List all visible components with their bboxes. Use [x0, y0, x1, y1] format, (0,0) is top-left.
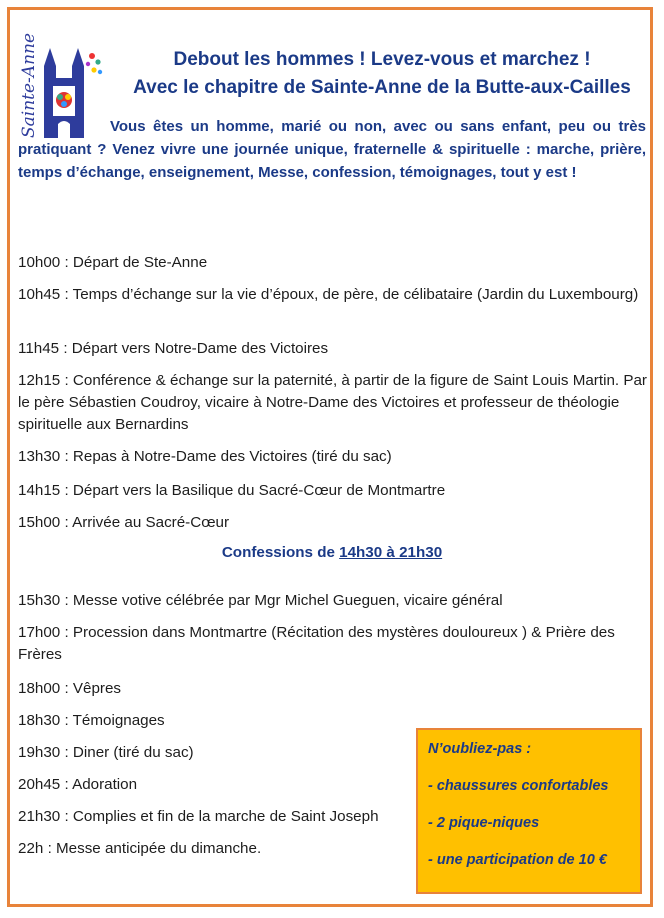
schedule-time: 14h15	[18, 482, 61, 499]
confessions-label: Confessions de	[221, 544, 340, 561]
schedule-time: 22h	[18, 840, 44, 857]
flyer-title	[108, 46, 656, 102]
schedule-description: Procession dans Montmartre (Récitation des mystères douloureux ) & Prière des Frères	[18, 624, 615, 663]
reminder-item: - chaussures confortables	[428, 778, 609, 794]
time-separator: :	[43, 840, 57, 857]
time-separator: :	[60, 286, 73, 303]
schedule-item	[18, 590, 648, 612]
schedule-description: Adoration	[72, 776, 138, 793]
time-separator: :	[60, 592, 73, 609]
reminder-box	[416, 728, 642, 894]
reminder-title: N’oubliez-pas :	[428, 741, 532, 757]
time-separator: :	[60, 808, 73, 825]
schedule-description: Temps d’échange sur la vie d’époux, de père, de célibataire (Jardin du Luxembourg)	[72, 286, 639, 303]
time-separator: :	[60, 776, 73, 793]
schedule-description: Messe votive célébrée par Mgr Michel Gueguen, vicaire général	[72, 592, 503, 609]
schedule-time: 12h15	[18, 372, 61, 389]
intro-text: Vous êtes un homme, marié ou non, avec ou sans enfant, peu ou très pratiquant ? Venez vivre une journée unique, fraternelle & spirituelle : marche, prière, temps d’échange, enseignement, Messe, confession, témoignages, tout y est !	[18, 118, 646, 181]
schedule-item	[18, 512, 648, 534]
schedule-description: Départ de Ste-Anne	[72, 254, 208, 271]
schedule-item	[18, 678, 648, 700]
time-separator: :	[60, 514, 73, 531]
schedule-item	[18, 284, 648, 306]
time-separator: :	[60, 372, 73, 389]
time-separator: :	[60, 448, 73, 465]
schedule-item	[18, 838, 413, 860]
schedule-time: 10h00	[18, 254, 61, 271]
schedule-time: 17h00	[18, 624, 61, 641]
time-separator: :	[60, 712, 73, 729]
schedule-description: Diner (tiré du sac)	[72, 744, 194, 761]
schedule-time: 18h30	[18, 712, 61, 729]
title-line-2: Avec le chapitre de Sainte-Anne de la Butte-aux-Cailles	[133, 77, 631, 98]
schedule-time: 19h30	[18, 744, 61, 761]
schedule-description: Vêpres	[72, 680, 122, 697]
reminder-item: - 2 pique-niques	[428, 815, 540, 831]
time-separator: :	[60, 680, 73, 697]
schedule-time: 21h30	[18, 808, 61, 825]
time-separator: :	[60, 482, 73, 499]
schedule-time: 10h45	[18, 286, 61, 303]
reminder-item: - une participation de 10 €	[428, 852, 607, 868]
schedule-time: 18h00	[18, 680, 61, 697]
schedule-item	[18, 622, 648, 666]
schedule-item	[18, 806, 413, 828]
confessions-hours: 14h30 à 21h30	[339, 544, 443, 561]
schedule-time: 15h30	[18, 592, 61, 609]
schedule-description: Départ vers la Basilique du Sacré-Cœur de Montmartre	[72, 482, 446, 499]
schedule-description: Conférence & échange sur la paternité, à partir de la figure de Saint Louis Martin. Par le père Sébastien Coudroy, vicaire à Notre-Dame des Victoires et professeur de théologie spirituelle aux Bernardins	[18, 372, 647, 433]
logo-text: Sainte-Anne	[19, 32, 39, 138]
title-line-1: Debout les hommes ! Levez-vous et marchez !	[173, 49, 591, 70]
schedule-description: Départ vers Notre-Dame des Victoires	[71, 340, 329, 357]
time-separator: :	[60, 744, 73, 761]
time-separator: :	[60, 254, 73, 271]
schedule-item	[18, 774, 413, 796]
schedule-description: Témoignages	[72, 712, 165, 729]
schedule-item	[18, 252, 648, 274]
confessions-line	[18, 544, 646, 561]
schedule-item	[18, 338, 648, 360]
schedule-description: Messe anticipée du dimanche.	[56, 840, 262, 857]
schedule-time: 11h45	[18, 340, 60, 357]
time-separator: :	[59, 340, 72, 357]
schedule-item	[18, 742, 413, 764]
schedule-time: 13h30	[18, 448, 61, 465]
schedule-item	[18, 370, 648, 436]
schedule-item	[18, 480, 648, 502]
schedule-description: Complies et fin de la marche de Saint Joseph	[72, 808, 379, 825]
time-separator: :	[60, 624, 73, 641]
schedule-item	[18, 446, 648, 468]
schedule-time: 15h00	[18, 514, 61, 531]
schedule-description: Repas à Notre-Dame des Victoires (tiré du sac)	[72, 448, 392, 465]
schedule-description: Arrivée au Sacré-Cœur	[72, 514, 230, 531]
schedule-time: 20h45	[18, 776, 61, 793]
